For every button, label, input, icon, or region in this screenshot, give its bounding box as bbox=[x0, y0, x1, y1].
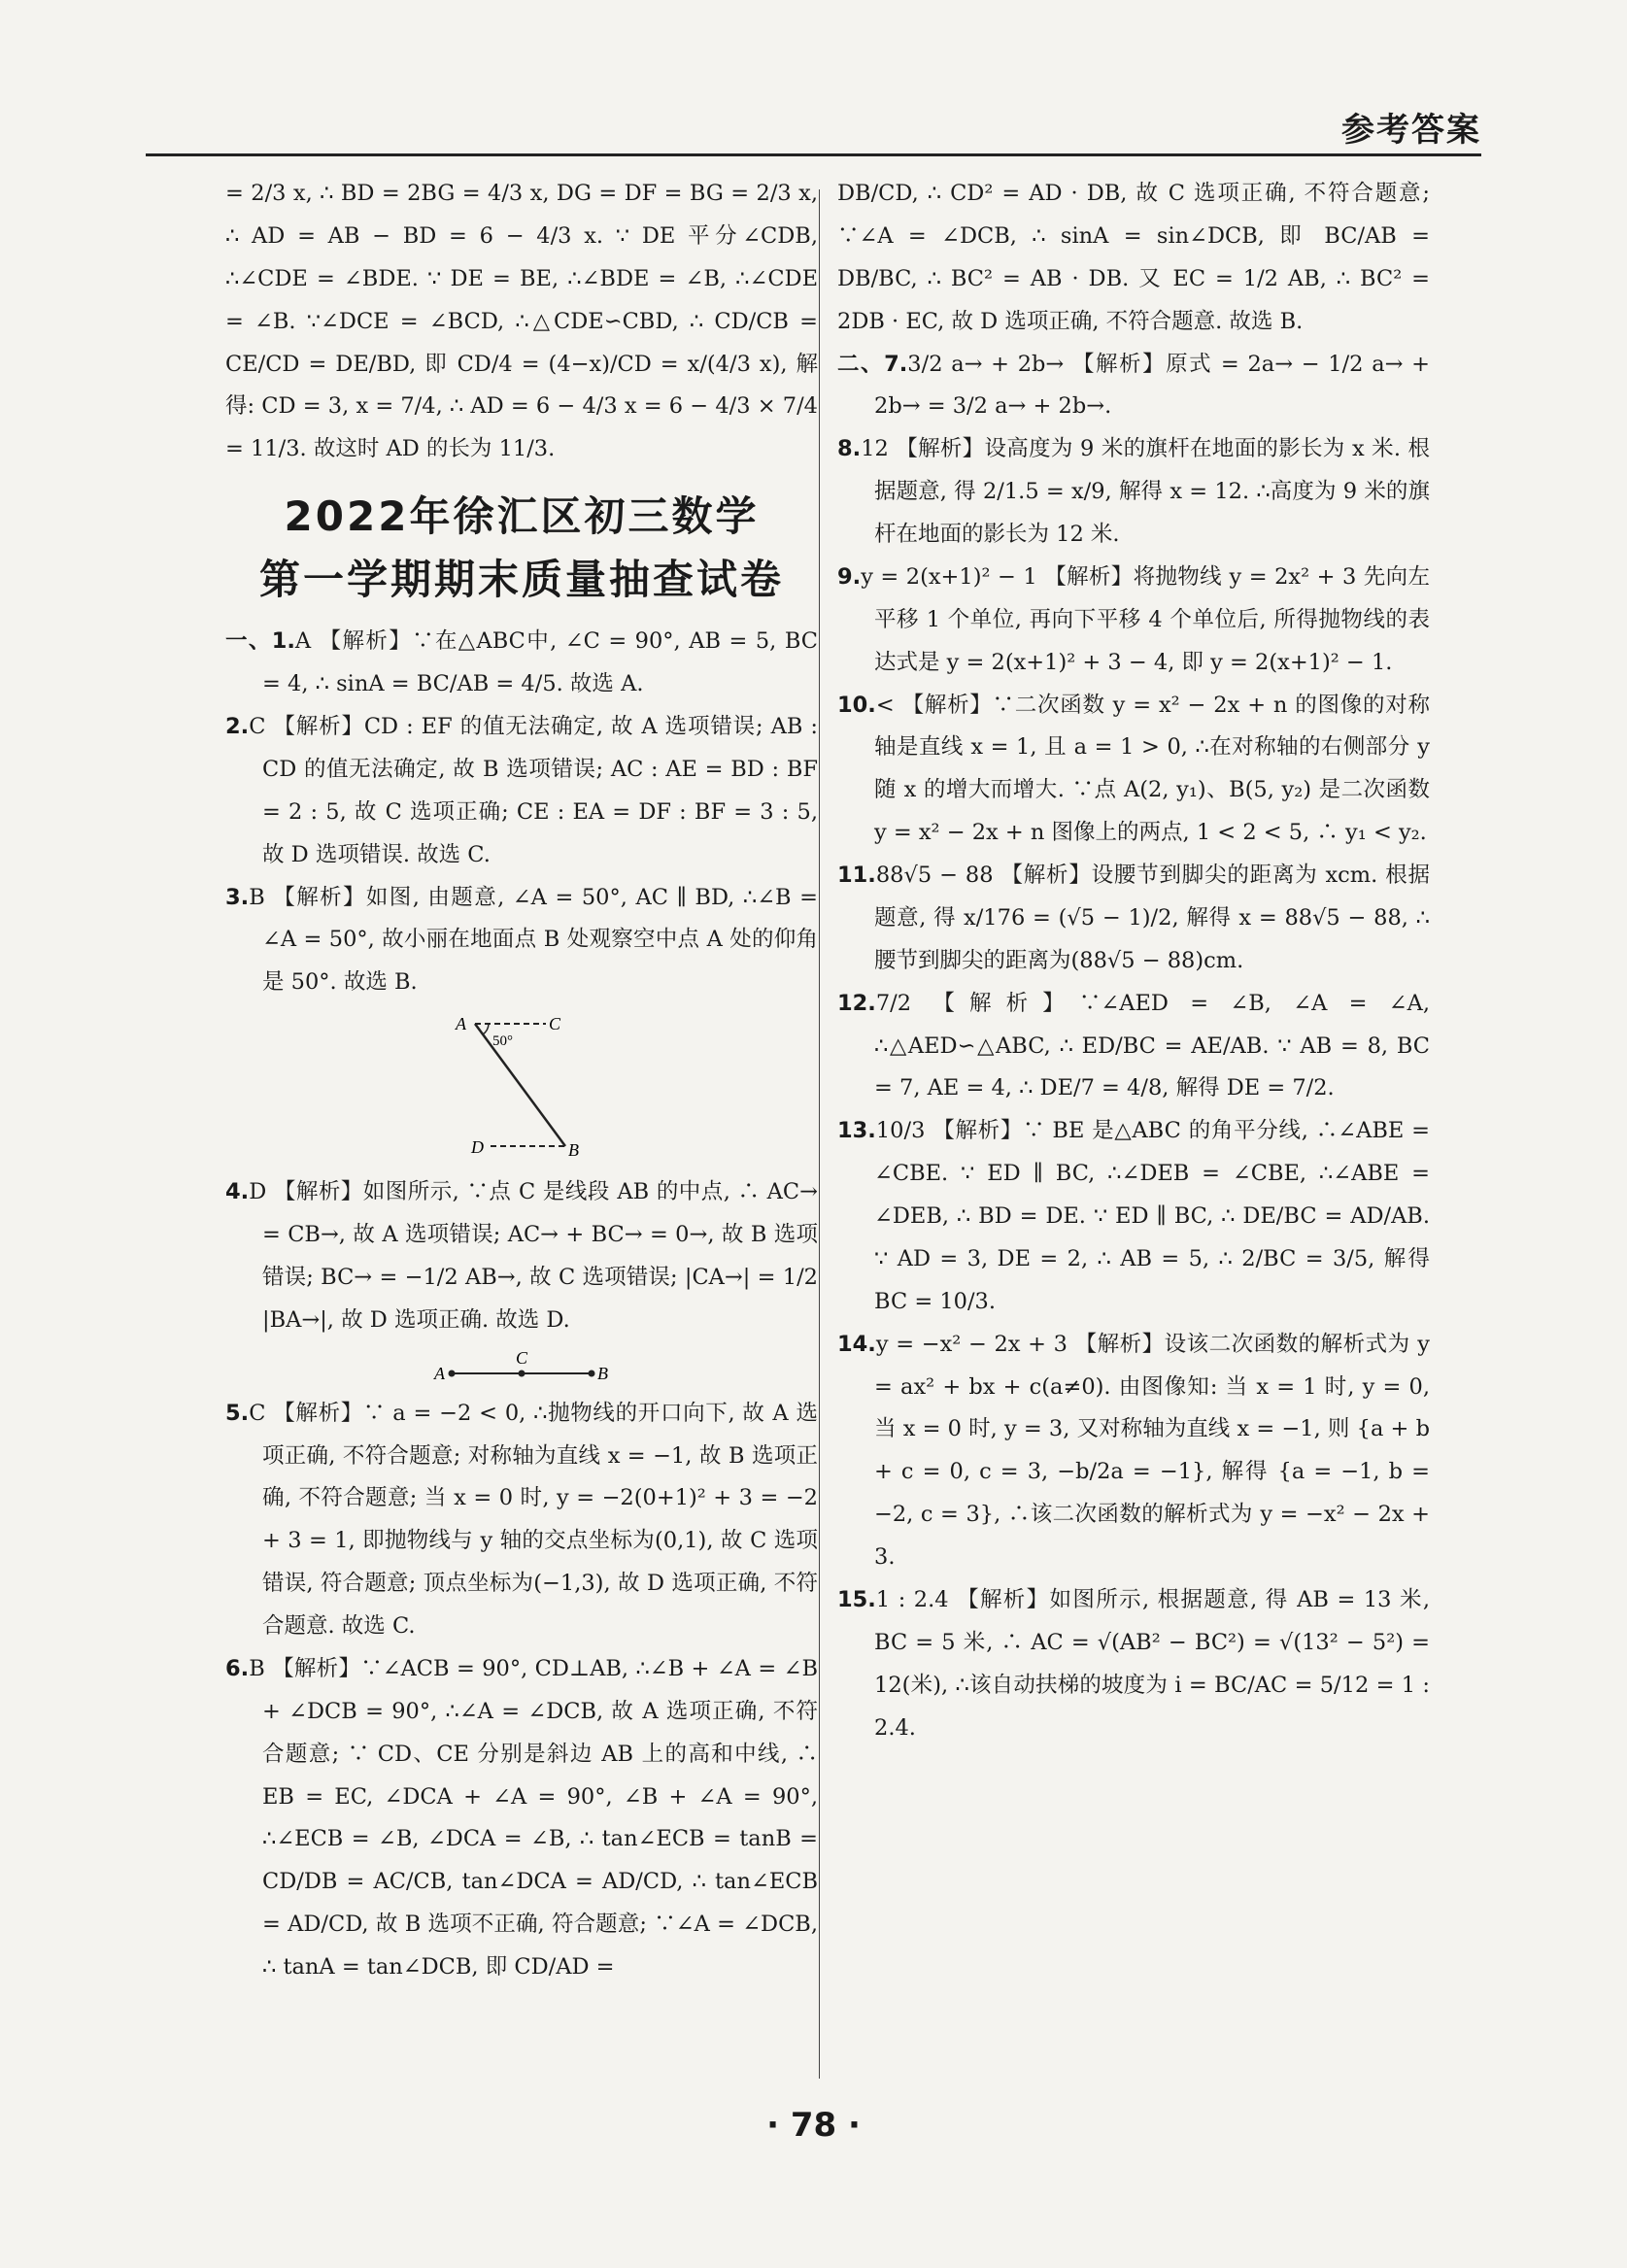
item-text: y = 2(x+1)² − 1 【解析】将抛物线 y = 2x² + 3 先向左平移 1 个单位, 再向下平移 4 个单位后, 所得抛物线的表达式是 y = 2(x+1)² + 3 − 4, 即 y = 2(x+1)² − 1. bbox=[861, 563, 1430, 675]
item-number: 10. bbox=[837, 692, 876, 718]
item-text: A 【解析】∵在△ABC中, ∠C = 90°, AB = 5, BC = 4, ∴ sinA = BC/AB = 4/5. 故选 A. bbox=[262, 628, 819, 697]
item-number: 9. bbox=[837, 563, 862, 590]
item-text: 10/3 【解析】∵ BE 是△ABC 的角平分线, ∴∠ABE = ∠CBE. ∵ ED ∥ BC, ∴∠DEB = ∠CBE, ∴∠ABE = ∠DEB, ∴ BD = DE. ∵ ED ∥ BC, ∴ DE/BC = AD/AB. ∵ AD = 3, DE = 2, ∴ AB = 5, ∴ 2/BC = 3/5, 解得 BC = 10/3. bbox=[874, 1118, 1430, 1314]
right-column bbox=[837, 173, 1430, 1749]
item-text: C 【解析】CD : EF 的值无法确定, 故 A 选项错误; AB : CD 的值无法确定, 故 B 选项错误; AC : AE = BD : BF = 2 : 5, 故 C 选项正确; CE : EA = DF : BF = 3 : 5, 故 D 选项错误. 故选 C. bbox=[249, 714, 818, 867]
label-c: C bbox=[549, 1014, 561, 1034]
item-text: 12 【解析】设高度为 9 米的旗杆在地面的影长为 x 米. 根据题意, 得 2/1.5 = x/9, 解得 x = 12. ∴高度为 9 米的旗杆在地面的影长为 12 米. bbox=[861, 436, 1430, 547]
answer-item bbox=[837, 557, 1430, 685]
continuation-text: = 2/3 x, ∴ BD = 2BG = 4/3 x, DG = DF = BG = 2/3 x, ∴ AD = AB − BD = 6 − 4/3 x. ∵ DE 平分∠CDB, ∴∠CDE = ∠BDE. ∵ DE = BE, ∴∠BDE = ∠B, ∴∠CDE = ∠B. ∵∠DCE = ∠BCD, ∴△CDE∽CBD, ∴ CD/CB = CE/CD = DE/BD, 即 CD/4 = (4−x)/CD = x/(4/3 x), 解得: CD = 3, x = 7/4, ∴ AD = 6 − 4/3 x = 6 − 4/3 × 7/4 = 11/3. 故这时 AD 的长为 11/3. bbox=[225, 181, 818, 462]
left-column bbox=[225, 173, 818, 1989]
item-number: 15. bbox=[837, 1586, 876, 1612]
answer-item bbox=[837, 428, 1430, 557]
answer-item bbox=[837, 1324, 1430, 1579]
answer-item bbox=[225, 877, 818, 1005]
item-text: B 【解析】∵∠ACB = 90°, CD⊥AB, ∴∠B + ∠A = ∠B + ∠DCB = 90°, ∴∠A = ∠DCB, 故 A 选项正确, 不符合题意; ∵ CD、CE 分别是斜边 AB 上的高和中线, ∴ EB = EC, ∠DCA + ∠A = 90°, ∠B + ∠A = 90°, ∴∠ECB = ∠B, ∠DCA = ∠B, ∴ tan∠ECB = tanB = CD/DB = AC/CB, tan∠DCA = AD/CD, ∴ tan∠ECB = AD/CD, 故 B 选项不正确, 符合题意; ∵∠A = ∠DCB, ∴ tanA = tan∠DCB, 即 CD/AD = bbox=[249, 1655, 818, 1980]
item-number: 13. bbox=[837, 1118, 876, 1144]
header-rule bbox=[146, 153, 1481, 156]
label-b: B bbox=[568, 1140, 579, 1161]
item-text: < 【解析】∵二次函数 y = x² − 2x + n 的图像的对称轴是直线 x = 1, 且 a = 1 > 0, ∴在对称轴的右侧部分 y 随 x 的增大而增大. ∵点 A(2, y₁)、B(5, y₂) 是二次函数 y = x² − 2x + n 图像上的两点, 1 < 2 < 5, ∴ y₁ < y₂. bbox=[874, 692, 1430, 846]
answer-item bbox=[837, 1110, 1430, 1323]
item-text: C 【解析】∵ a = −2 < 0, ∴抛物线的开口向下, 故 A 选项正确, 不符合题意; 对称轴为直线 x = −1, 故 B 选项正确, 不符合题意; 当 x = 0 时, y = −2(0+1)² + 3 = −2 + 3 = 1, 即抛物线与 y 轴的交点坐标为(0,1), 故 C 选项错误, 符合题意; 顶点坐标为(−1,3), 故 D 选项正确, 不符合题意. 故选 C. bbox=[249, 1400, 818, 1640]
item-text: y = −x² − 2x + 3 【解析】设该二次函数的解析式为 y = ax² + bx + c(a≠0). 由图像知: 当 x = 1 时, y = 0, 当 x = 0 时, y = 3, 又对称轴为直线 x = −1, 则 {a + b + c = 0, c = 3, −b/2a = −1}, 解得 {a = −1, b = −2, c = 3}, ∴该二次函数的解析式为 y = −x² − 2x + 3. bbox=[874, 1331, 1430, 1570]
answer-item bbox=[837, 1579, 1430, 1750]
label-a: A bbox=[456, 1014, 466, 1034]
exam-title-line-2: 第一学期期末质量抽查试卷 bbox=[258, 556, 784, 604]
answer-item bbox=[225, 1648, 818, 1989]
item-text: B 【解析】如图, 由题意, ∠A = 50°, AC ∥ BD, ∴∠B = ∠A = 50°, 故小丽在地面点 B 处观察空中点 A 处的仰角是 50°. 故选 B. bbox=[249, 884, 818, 996]
answer-item bbox=[837, 855, 1430, 983]
answer-item bbox=[225, 1171, 818, 1342]
item-number: 11. bbox=[837, 863, 876, 888]
item-text: D 【解析】如图所示, ∵点 C 是线段 AB 的中点, ∴ AC→ = CB→, 故 A 选项错误; AC→ + BC→ = 0→, 故 B 选项错误; BC→ = −1/2 AB→, 故 C 选项错误; |CA→| = 1/2 |BA→|, 故 D 选项正确. 故选 D. bbox=[249, 1179, 818, 1333]
answer-item bbox=[837, 344, 1430, 429]
item-number: 8. bbox=[837, 436, 862, 462]
label-a: A bbox=[434, 1363, 445, 1383]
item-number: 6. bbox=[225, 1655, 250, 1681]
item-number: 5. bbox=[225, 1400, 250, 1426]
item-number: 12. bbox=[837, 990, 876, 1016]
item-text: 3/2 a→ + 2b→ 【解析】原式 = 2a→ − 1/2 a→ + 2b→ = 3/2 a→ + 2b→. bbox=[874, 351, 1431, 420]
item-number: 二、7. bbox=[837, 351, 908, 377]
label-angle: 50° bbox=[492, 1033, 513, 1050]
label-c: C bbox=[516, 1347, 528, 1368]
answer-item bbox=[225, 1393, 818, 1648]
page-header-title: 参考答案 bbox=[1341, 111, 1481, 150]
item-text: 7/2 【解析】∵∠AED = ∠B, ∠A = ∠A, ∴△AED∽△ABC, ∴ ED/BC = AE/AB. ∵ AB = 8, BC = 7, AE = 4, ∴ DE/7 = 4/8, 解得 DE = 7/2. bbox=[874, 990, 1430, 1101]
item-number: 2. bbox=[225, 714, 250, 740]
answer-item bbox=[837, 983, 1430, 1111]
item-number: 一、1. bbox=[225, 628, 295, 655]
answer-item bbox=[837, 685, 1430, 856]
answer-item bbox=[225, 621, 818, 706]
exam-title-line-1: 2022年徐汇区初三数学 bbox=[284, 492, 760, 541]
answer-item-continuation bbox=[837, 173, 1430, 344]
column-divider bbox=[819, 189, 820, 2079]
figure-segment-ab bbox=[424, 1348, 619, 1387]
item-number: 14. bbox=[837, 1331, 876, 1357]
item-text: 1 : 2.4 【解析】如图所示, 根据题意, 得 AB = 13 米, BC = 5 米, ∴ AC = √(AB² − BC²) = √(13² − 5²) = 12(米), ∴该自动扶梯的坡度为 i = BC/AC = 5/12 = 1 : 2.4. bbox=[874, 1586, 1430, 1741]
figure-angle-elevation bbox=[454, 1010, 590, 1166]
item-number: 3. bbox=[225, 884, 250, 910]
item-text: DB/CD, ∴ CD² = AD · DB, 故 C 选项正确, 不符合题意; ∵∠A = ∠DCB, ∴ sinA = sin∠DCB, 即 BC/AB = DB/BC, ∴ BC² = AB · DB. 又 EC = 1/2 AB, ∴ BC² = 2DB · EC, 故 D 选项正确, 不符合题意. 故选 B. bbox=[837, 181, 1430, 334]
label-b: B bbox=[597, 1363, 608, 1383]
page-number: · 78 · bbox=[766, 2106, 861, 2145]
item-number: 4. bbox=[225, 1179, 250, 1205]
exam-title bbox=[225, 485, 818, 611]
label-d: D bbox=[471, 1137, 484, 1158]
answer-item bbox=[225, 706, 818, 877]
item-text: 88√5 − 88 【解析】设腰节到脚尖的距离为 xcm. 根据题意, 得 x/176 = (√5 − 1)/2, 解得 x = 88√5 − 88, ∴腰节到脚尖的距离为(88√5 − 88)cm. bbox=[874, 863, 1430, 973]
